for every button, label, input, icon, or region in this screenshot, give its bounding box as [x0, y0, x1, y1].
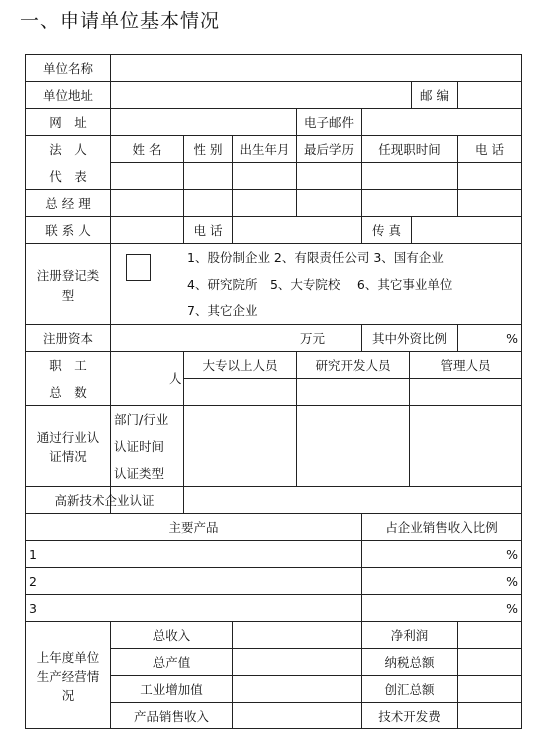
- product-sales-label: 产品销售收入: [133, 709, 209, 724]
- staff-label-line1: 职 工: [49, 358, 87, 373]
- rnd-cost-label: 技术开发费: [378, 709, 441, 724]
- college-header: 大专以上人员: [202, 358, 278, 373]
- reg-types-line2: 4、研究院所 5、大专院校 6、其它事业单位: [187, 277, 453, 292]
- finance-label-line2: 生产经营情: [36, 669, 100, 684]
- net-profit-label: 净利润: [390, 628, 429, 643]
- reg-type-label-line2: 型: [61, 288, 75, 303]
- postcode-label: 邮 编: [420, 88, 449, 103]
- product-row-percent: %: [506, 574, 518, 589]
- finance-label-line3: 况: [61, 688, 75, 703]
- reg-types-line1: 1、股份制企业 2、有限责任公司 3、国有企业: [187, 250, 444, 265]
- rnd-staff-header: 研究开发人员: [315, 358, 391, 373]
- total-revenue-label: 总收入: [152, 628, 191, 643]
- org-name-label: 单位名称: [42, 61, 93, 76]
- gender-header: 性 别: [193, 142, 223, 157]
- product-row-no: 1: [29, 547, 37, 562]
- reg-types-line3: 7、其它企业: [187, 303, 258, 318]
- cert-label-line1: 通过行业认: [36, 430, 100, 445]
- org-address-label: 单位地址: [42, 88, 93, 103]
- value-added-label: 工业增加值: [140, 682, 203, 697]
- name-header: 姓 名: [132, 142, 162, 157]
- finance-label-line1: 上年度单位: [36, 650, 100, 665]
- foreign-ratio-label: 其中外资比例: [371, 331, 447, 346]
- tenure-header: 任现职时间: [378, 142, 441, 157]
- total-output-label: 总产值: [152, 655, 191, 670]
- fx-earnings-label: 创汇总额: [384, 682, 435, 697]
- mgmt-staff-header: 管理人员: [440, 358, 491, 373]
- cert-dept-label: 部门/行业: [114, 412, 169, 427]
- capital-label: 注册资本: [42, 331, 93, 346]
- gm-label: 总 经 理: [45, 196, 91, 211]
- foreign-ratio-percent: %: [506, 331, 518, 346]
- legal-rep-label-line2: 代 表: [49, 169, 87, 184]
- contact-label: 联 系 人: [45, 223, 91, 238]
- staff-label-line2: 总 数: [49, 385, 87, 400]
- phone-header: 电 话: [475, 142, 504, 157]
- product-row-no: 3: [29, 601, 37, 616]
- website-label: 网 址: [49, 115, 87, 130]
- reg-type-checkbox[interactable]: [126, 254, 151, 281]
- page-title: 一、申请单位基本情况: [20, 10, 221, 32]
- fax-label: 传 真: [372, 223, 401, 238]
- legal-rep-label-line1: 法 人: [49, 142, 87, 157]
- contact-phone-label: 电 话: [193, 223, 223, 238]
- cert-label-line2: 证情况: [49, 449, 87, 464]
- capital-unit: 万元: [300, 331, 326, 346]
- cert-type-label: 认证类型: [114, 466, 165, 481]
- products-ratio-header: 占企业销售收入比例: [385, 520, 498, 535]
- product-row-percent: %: [506, 547, 518, 562]
- education-header: 最后学历: [303, 142, 354, 157]
- email-label: 电子邮件: [303, 115, 354, 130]
- products-header: 主要产品: [168, 520, 219, 535]
- total-tax-label: 纳税总额: [384, 655, 435, 670]
- product-row-percent: %: [506, 601, 518, 616]
- birth-header: 出生年月: [239, 142, 290, 157]
- staff-unit: 人: [169, 371, 182, 386]
- reg-type-label-line1: 注册登记类: [36, 268, 100, 283]
- product-row-no: 2: [29, 574, 37, 589]
- cert-time-label: 认证时间: [114, 439, 165, 454]
- hitech-label: 高新技术企业认证: [54, 493, 155, 508]
